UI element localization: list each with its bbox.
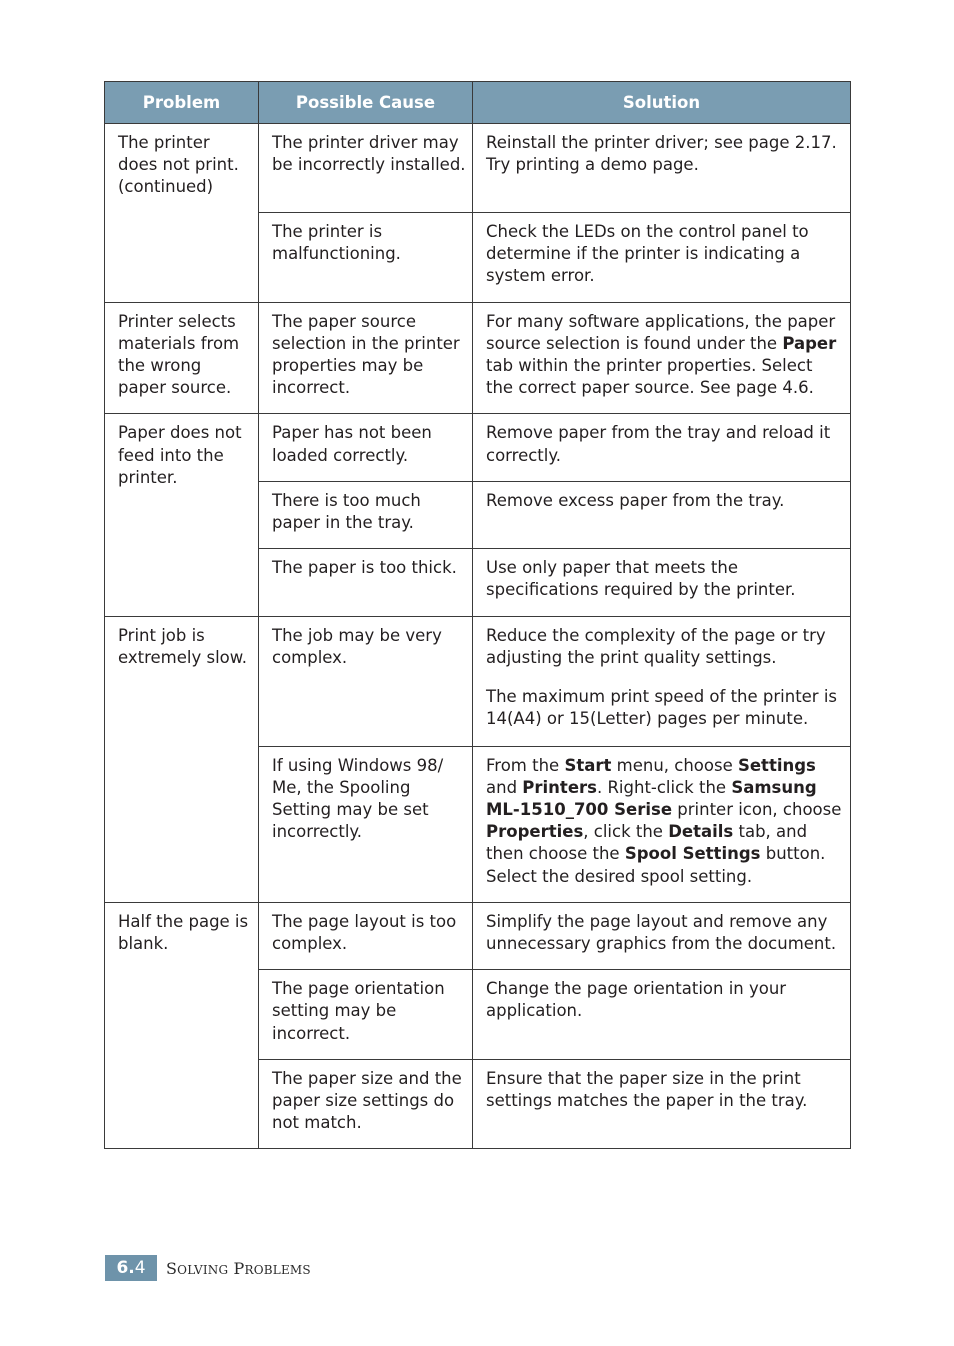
solution-paragraph bbox=[486, 490, 844, 512]
table-row bbox=[105, 902, 851, 969]
solution-text: printer icon, choose bbox=[672, 800, 842, 820]
troubleshooting-table bbox=[104, 81, 851, 1149]
solution-text: Remove paper from the tray and reload it correctly. bbox=[486, 423, 831, 465]
cause-cell: The page orientation setting may be incorrect. bbox=[259, 970, 473, 1060]
cause-cell: The printer driver may be incorrectly installed. bbox=[259, 124, 473, 213]
solution-bold-term: Settings bbox=[737, 755, 816, 775]
solution-cell bbox=[473, 970, 851, 1060]
solution-text: Simplify the page layout and remove any unnecessary graphics from the document. bbox=[486, 911, 837, 954]
solution-text: and bbox=[486, 777, 523, 797]
header-solution: Solution bbox=[473, 82, 851, 124]
section-initial: S bbox=[166, 1258, 178, 1278]
solution-paragraph bbox=[486, 755, 844, 888]
solution-text: Ensure that the paper size in the print settings matches the paper in the tray. bbox=[486, 1068, 808, 1111]
solution-text: For many software applications, the paper source selection is found under the bbox=[486, 311, 836, 353]
solution-cell bbox=[473, 746, 851, 902]
section-smallcaps: OLVING bbox=[177, 1262, 229, 1277]
table-row bbox=[105, 302, 851, 414]
table-body bbox=[105, 124, 851, 1149]
problem-cell: The printer does not print. (continued) bbox=[105, 124, 259, 303]
page-number: 4 bbox=[134, 1258, 146, 1278]
solution-text: , click the bbox=[583, 822, 669, 842]
solution-paragraph bbox=[486, 686, 844, 730]
solution-paragraph bbox=[486, 1068, 844, 1112]
solution-cell bbox=[473, 616, 851, 746]
section-initial: P bbox=[233, 1258, 245, 1278]
problem-cell: Paper does not feed into the printer. bbox=[105, 414, 259, 616]
section-title bbox=[166, 1259, 311, 1278]
solution-text: Check the LEDs on the control panel to determine if the printer is indicating a system error. bbox=[486, 222, 809, 286]
header-possible-cause: Possible Cause bbox=[259, 82, 473, 124]
solution-cell bbox=[473, 414, 851, 481]
cause-cell: The paper is too thick. bbox=[259, 549, 473, 616]
solution-text: . Right-click the bbox=[596, 777, 732, 797]
table-row bbox=[105, 124, 851, 213]
solution-text: tab within the printer properties. Select the correct paper source. See page 4.6. bbox=[486, 356, 814, 398]
solution-cell bbox=[473, 213, 851, 303]
solution-bold-term: Samsung ML-1510_700 Serise bbox=[486, 777, 817, 820]
solution-cell bbox=[473, 302, 851, 414]
solution-text: Remove excess paper from the tray. bbox=[486, 490, 785, 510]
solution-cell bbox=[473, 902, 851, 969]
solution-text: Use only paper that meets the specifications required by the printer. bbox=[486, 558, 796, 600]
cause-cell: The job may be very complex. bbox=[259, 616, 473, 746]
solution-text: button. Select the desired spool setting. bbox=[486, 844, 826, 886]
solution-paragraph bbox=[486, 557, 844, 601]
solution-bold-term: Spool Settings bbox=[624, 844, 761, 864]
solution-bold-term: Paper bbox=[782, 333, 837, 353]
solution-bold-term: Details bbox=[668, 822, 734, 842]
solution-paragraph bbox=[486, 422, 844, 466]
table-row bbox=[105, 414, 851, 481]
solution-text: From the bbox=[486, 755, 565, 775]
solution-bold-term: Printers bbox=[522, 777, 597, 797]
solution-bold-term: Start bbox=[564, 755, 612, 775]
problem-cell: Print job is extremely slow. bbox=[105, 616, 259, 902]
page-number-badge bbox=[105, 1255, 157, 1281]
cause-cell: The page layout is too complex. bbox=[259, 902, 473, 969]
table-row bbox=[105, 616, 851, 746]
section-smallcaps: ROBLEMS bbox=[244, 1262, 311, 1277]
cause-cell: The printer is malfunctioning. bbox=[259, 213, 473, 303]
solution-paragraph bbox=[486, 978, 844, 1022]
solution-text: Reduce the complexity of the page or try adjusting the print quality settings. bbox=[486, 625, 826, 667]
solution-cell bbox=[473, 1059, 851, 1149]
solution-text: Reinstall the printer driver; see page 2.17. Try printing a demo page. bbox=[486, 133, 837, 175]
problem-cell: Printer selects materials from the wrong paper source. bbox=[105, 302, 259, 414]
solution-paragraph bbox=[486, 625, 844, 669]
solution-paragraph bbox=[486, 132, 844, 176]
cause-cell: The paper source selection in the printer properties may be incorrect. bbox=[259, 302, 473, 414]
page-footer bbox=[105, 1255, 311, 1281]
solution-paragraph bbox=[486, 311, 844, 400]
solution-cell bbox=[473, 549, 851, 616]
chapter-number: 6. bbox=[116, 1258, 135, 1278]
solution-paragraph bbox=[486, 221, 844, 288]
solution-cell bbox=[473, 124, 851, 213]
cause-cell: If using Windows 98/ Me, the Spooling Setting may be set incorrectly. bbox=[259, 746, 473, 902]
cause-cell: The paper size and the paper size settings do not match. bbox=[259, 1059, 473, 1149]
solution-text: menu, choose bbox=[611, 755, 738, 775]
solution-paragraph bbox=[486, 911, 844, 955]
solution-cell bbox=[473, 481, 851, 548]
solution-bold-term: Properties bbox=[486, 822, 584, 842]
cause-cell: There is too much paper in the tray. bbox=[259, 481, 473, 548]
solution-text: Change the page orientation in your application. bbox=[486, 979, 787, 1021]
cause-cell: Paper has not been loaded correctly. bbox=[259, 414, 473, 481]
header-problem: Problem bbox=[105, 82, 259, 124]
solution-text: tab, and then choose the bbox=[486, 822, 808, 864]
table-header-row bbox=[105, 82, 851, 124]
problem-cell: Half the page is blank. bbox=[105, 902, 259, 1149]
solution-text: The maximum print speed of the printer is 14(A4) or 15(Letter) pages per minute. bbox=[486, 687, 838, 729]
